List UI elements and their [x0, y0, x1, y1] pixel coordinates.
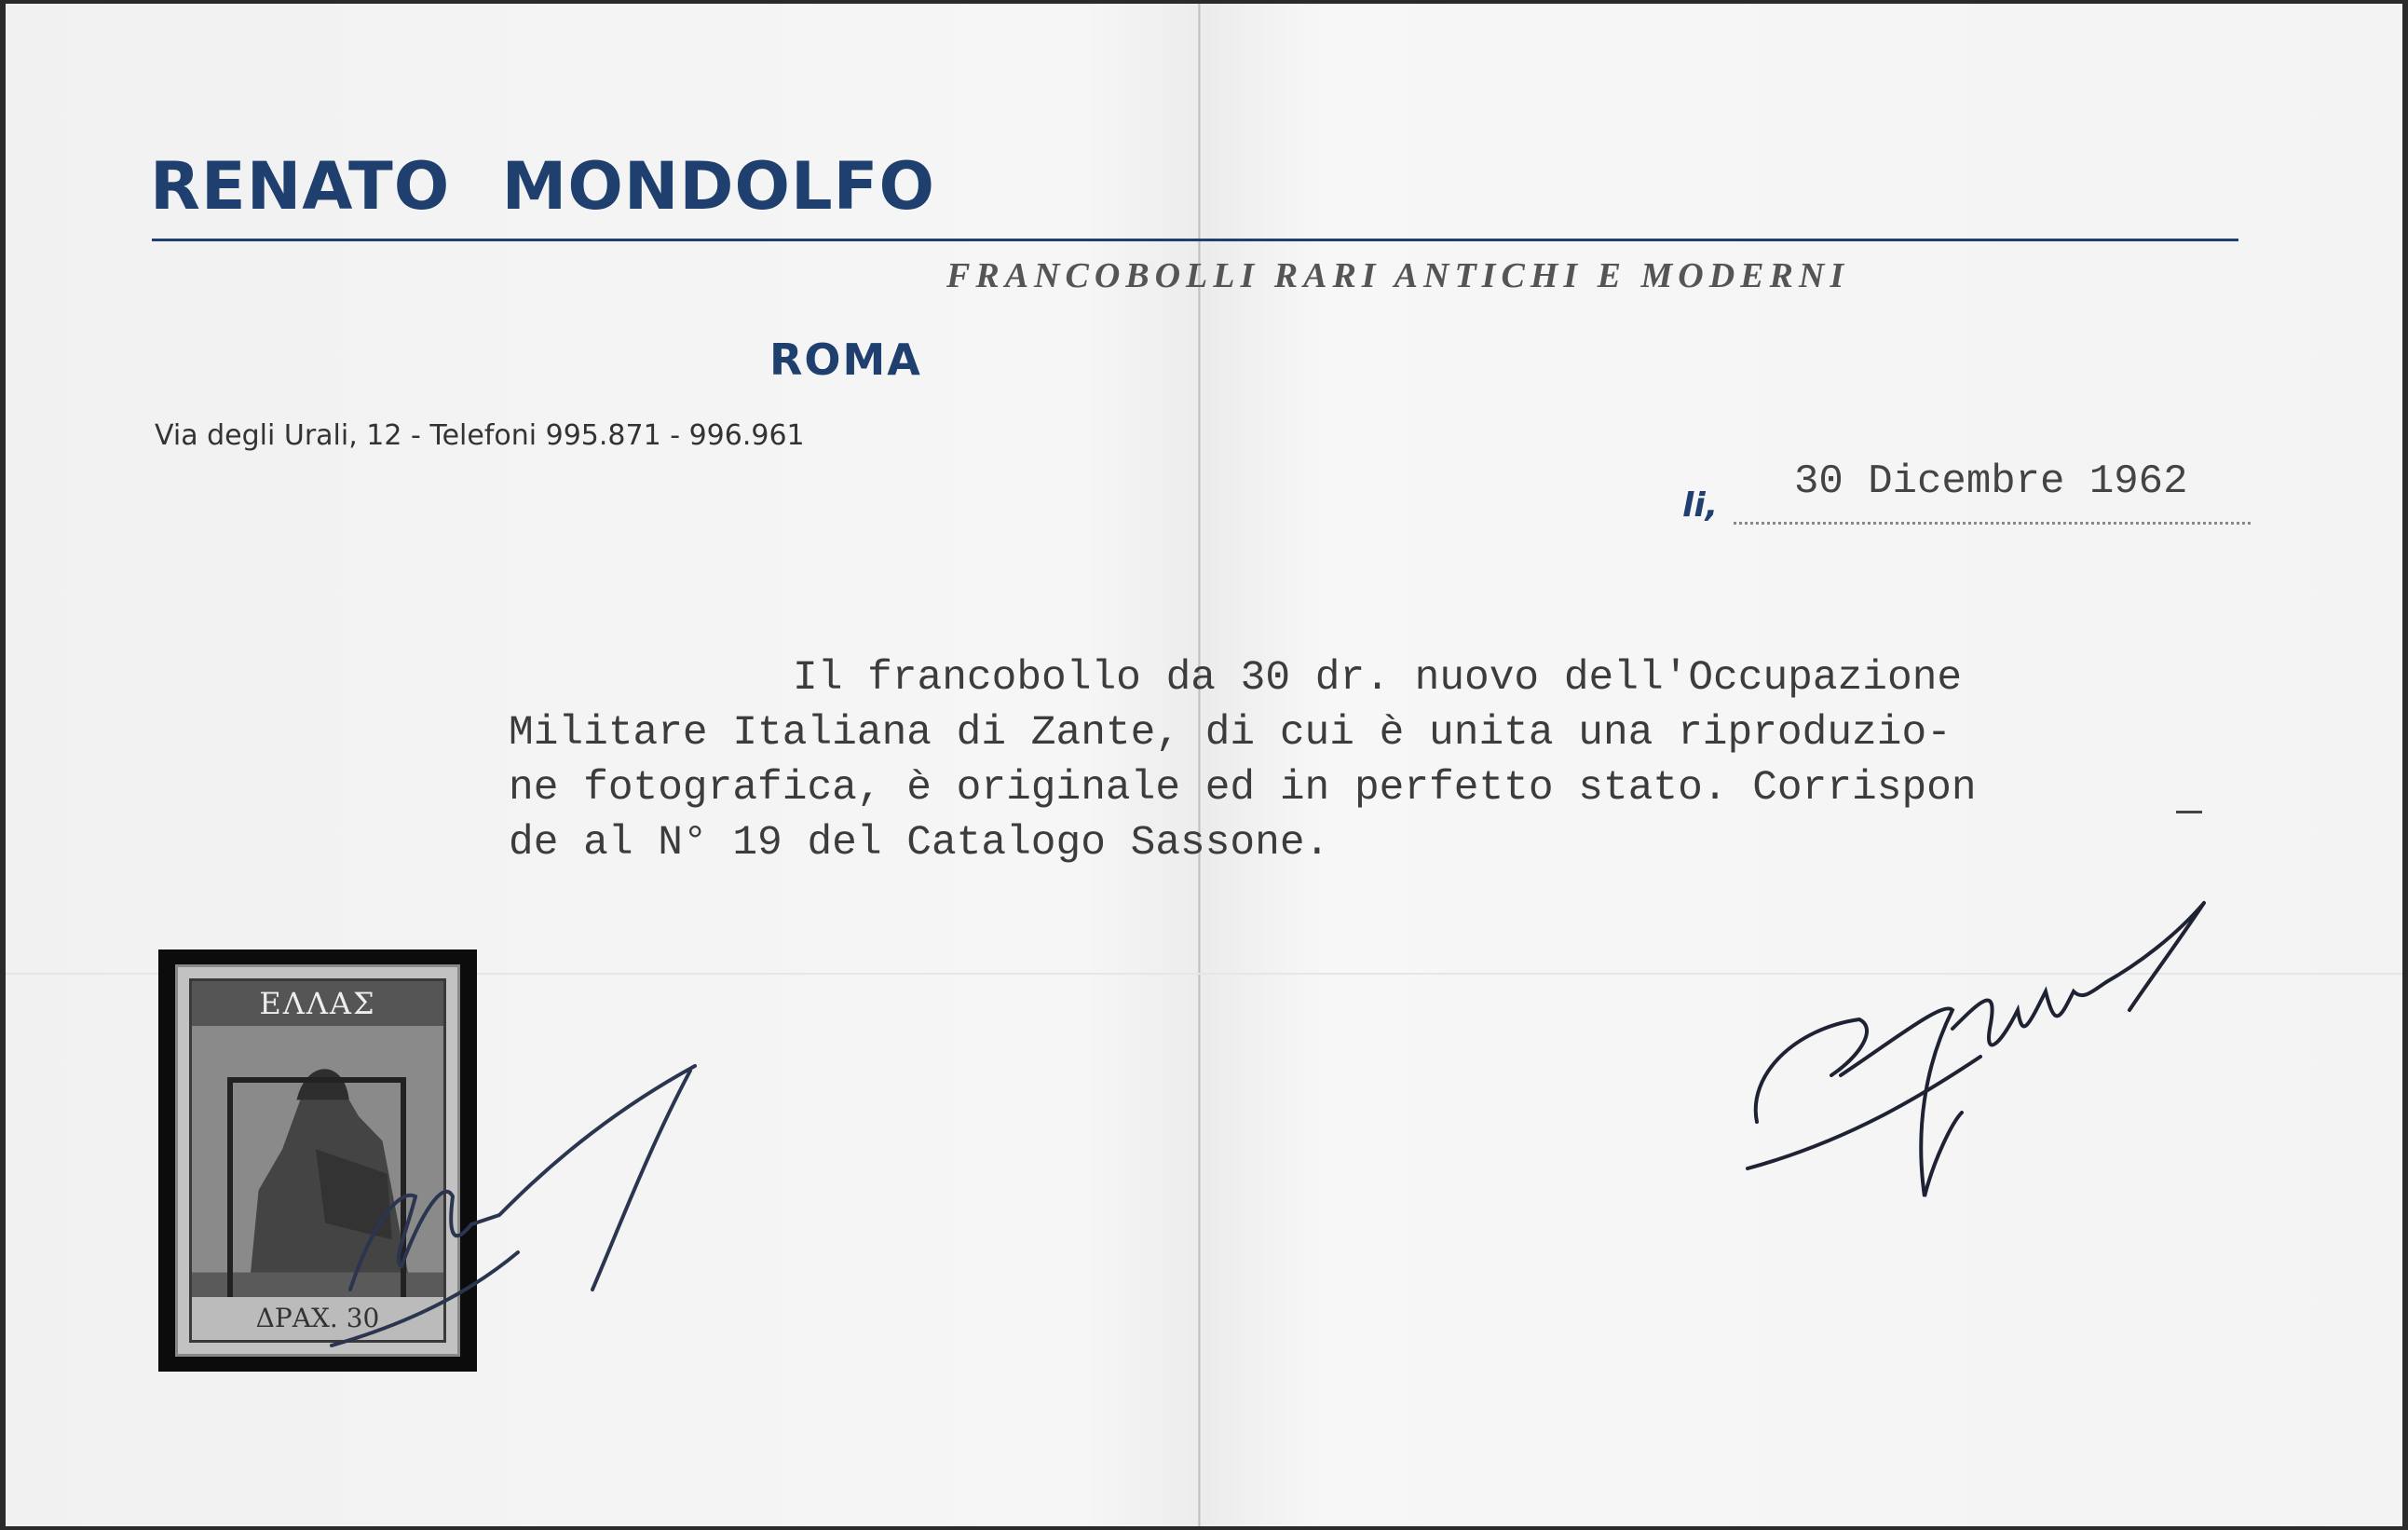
- body-line: Militare Italiana di Zante, di cui è unita una riproduzio-: [509, 710, 1952, 757]
- certificate-sheet: [6, 4, 2402, 1526]
- stamp-signature: [313, 1047, 714, 1364]
- letterhead-address: Via degli Urali, 12 - Telefoni 995.871 - 996.961: [155, 419, 805, 452]
- body-line: de al N° 19 del Catalogo Sassone.: [509, 820, 1330, 867]
- letterhead-city: ROMA: [769, 335, 922, 385]
- main-signature: [1738, 889, 2223, 1262]
- letterhead-tagline: FRANCOBOLLI RARI ANTICHI E MODERNI: [946, 256, 1850, 295]
- letterhead-name: RENATO MONDOLFO: [150, 148, 935, 225]
- letterhead-rule: [152, 239, 2238, 241]
- date-dotted-line: [1734, 522, 2251, 525]
- certificate-body: [509, 651, 2260, 871]
- body-line: Il francobollo da 30 dr. nuovo dell'Occupazione: [793, 655, 1963, 702]
- stamp-country-text: ΕΛΛΑΣ: [192, 981, 443, 1026]
- underline-mark: [2176, 811, 2202, 813]
- date-prefix: li,: [1682, 486, 1719, 525]
- date-value: 30 Dicembre 1962: [1794, 458, 2188, 505]
- stamp-value-text: ΔΡΑΧ. 30: [192, 1297, 443, 1340]
- body-line: ne fotografica, è originale ed in perfetto stato. Corrispon: [509, 765, 1977, 812]
